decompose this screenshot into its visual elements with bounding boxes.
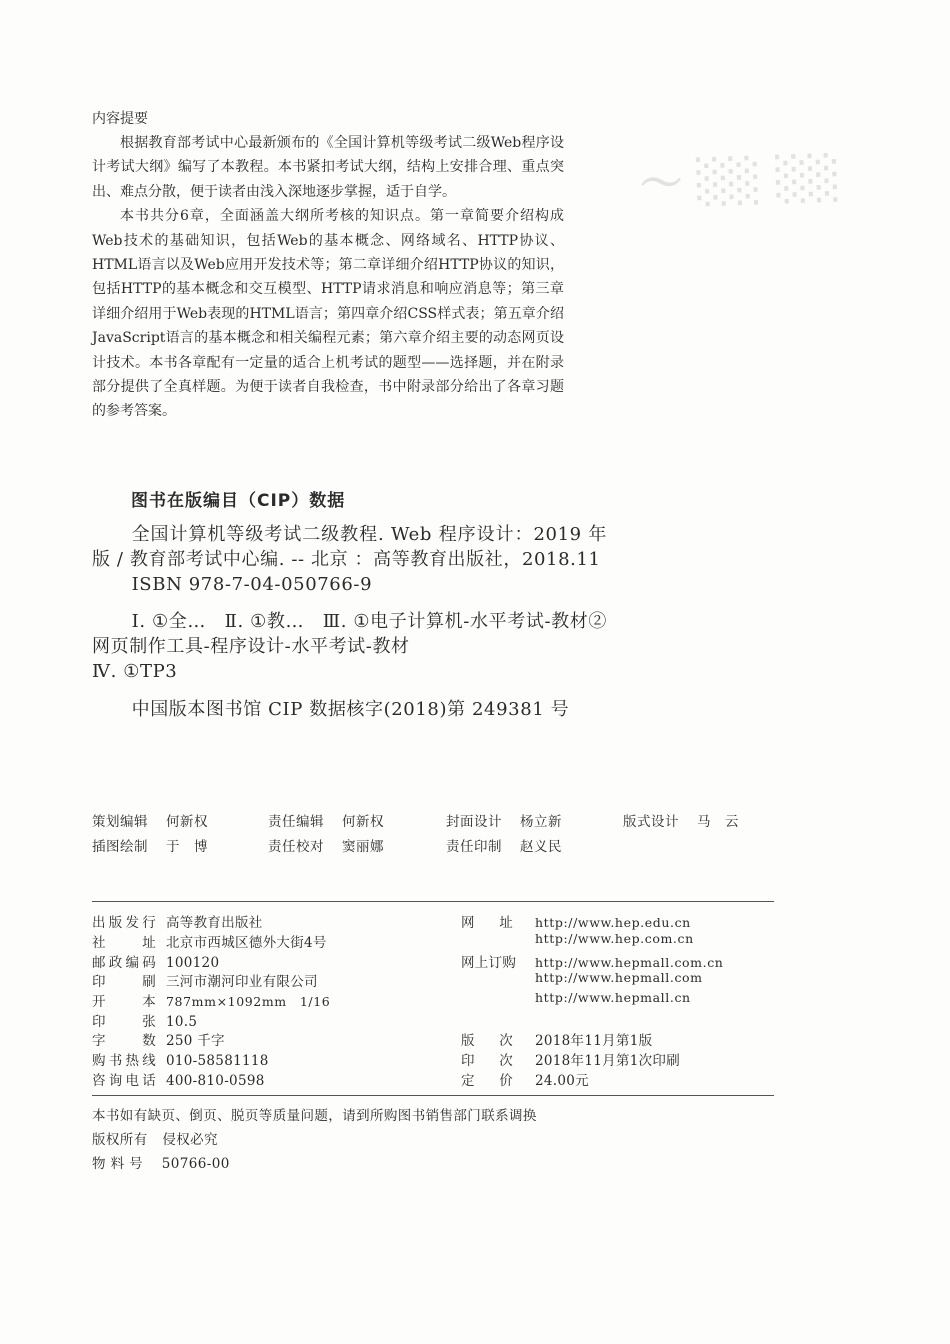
copyright-row [92,1128,218,1148]
pub-url[interactable]: http://www.hep.edu.cn [535,915,691,930]
pub-value: 2018年11月第1版 [535,1033,653,1049]
pub-row [461,931,694,947]
pub-label: 购书热线 [92,1053,156,1069]
editor-name: 杨立新 [520,814,562,830]
pub-row [92,970,318,990]
pub-row [92,1010,197,1030]
abstract-paragraph-1: 根据教育部考试中心最新颁布的《全国计算机等级考试二级Web程序设计考试大纲》编写了本教程。本书紧扣考试大纲，结构上安排合理、重点突出、难点分散，便于读者由浅入深地逐步掌握，适于自学。 [92,135,564,200]
divider-top [92,901,774,902]
pub-url[interactable]: http://www.hep.com.cn [535,931,694,946]
pub-row [461,1069,589,1089]
pub-label: 开本 [92,994,156,1010]
pub-row [461,970,703,986]
copyright-label: 版权所有 [92,1132,148,1148]
pub-label: 咨询电话 [92,1073,156,1089]
watermark-bleed-text: 〜 ░░ ░░ [639,152,842,209]
cip-heading: 图书在版编目（CIP）数据 [131,491,346,511]
pub-url[interactable]: http://www.hepmall.com [535,970,703,985]
pub-value: 24.00元 [535,1073,589,1089]
pub-label: 印次 [461,1053,513,1069]
quality-notice: 本书如有缺页、倒页、脱页等质量问题，请到所购图书销售部门联系调换 [92,1108,537,1124]
editor-label: 责任校对 [268,839,324,855]
pub-label: 社址 [92,935,156,951]
cip-entry: 全国计算机等级考试二级教程. Web 程序设计：2019 年版 / 教育部考试中心编. -- 北京 ：高等教育出版社，2018.11 [92,524,607,570]
editor-label: 责任印制 [446,839,502,855]
pub-value: 10.5 [166,1014,198,1030]
pub-label: 印张 [92,1014,156,1030]
pub-row [461,990,691,1006]
pub-row [461,1049,680,1069]
cip-number: 中国版本图书馆 CIP 数据核字(2018)第 249381 号 [131,699,570,720]
pub-label: 出版发行 [92,915,156,931]
pub-value: 高等教育出版社 [166,915,263,931]
editor-label: 插图绘制 [92,839,148,855]
abstract-title: 内容提要 [92,111,148,127]
pub-label: 网上订购 [461,955,517,971]
material-label: 物 料 号 [92,1156,144,1172]
cip-block [92,522,607,722]
pub-value: 787mm×1092mm 1/16 [166,994,331,1009]
pub-value: 010-58581118 [166,1053,269,1069]
editor-name: 于 博 [166,839,208,855]
pub-row [92,951,219,971]
pub-label: 版次 [461,1033,513,1049]
pub-row [92,1069,265,1089]
pub-row [92,931,327,951]
editor-label: 封面设计 [446,814,502,830]
material-row [92,1152,230,1172]
pub-label: 字数 [92,1033,156,1049]
editor-name: 何新权 [342,814,384,830]
pub-row [92,911,263,931]
pub-label: 印刷 [92,974,156,990]
pub-row [461,951,723,971]
pub-label: 网址 [461,915,513,931]
pub-row [461,911,691,931]
pub-value: 三河市潮河印业有限公司 [166,974,318,990]
editor-name: 窦丽娜 [342,839,384,855]
editor-name: 何新权 [166,814,208,830]
pub-value: 400-810-0598 [166,1073,265,1089]
pub-url[interactable]: http://www.hepmall.cn [535,990,691,1005]
pub-value: 250 千字 [166,1033,225,1049]
pub-value: 100120 [166,955,220,971]
pub-row [92,1029,225,1049]
editor-name: 马 云 [697,814,739,830]
abstract-body [92,131,564,424]
copyright-value: 侵权必究 [162,1132,218,1148]
pub-label: 邮政编码 [92,955,156,971]
pub-label: 定价 [461,1073,513,1089]
cip-classification-2: Ⅳ. ①TP3 [92,661,178,682]
pub-row [92,1049,269,1069]
cip-classification: Ⅰ. ①全… Ⅱ. ①教… Ⅲ. ①电子计算机-水平考试-教材②网页制作工具-程序设计-水平考试-教材 [92,611,607,657]
editor-name: 赵义民 [520,839,562,855]
editor-label: 责任编辑 [268,814,324,830]
material-value: 50766-00 [161,1156,230,1172]
pub-value: 2018年11月第1次印刷 [535,1053,681,1069]
editor-label: 版式设计 [623,814,679,830]
abstract-paragraph-2: 本书共分6章，全面涵盖大纲所考核的知识点。第一章简要介绍构成Web技术的基础知识，包括Web的基本概念、网络域名、HTTP协议、HTML语言以及Web应用开发技术等；第二章详细介绍HTTP协议的知识，包括HTTP的基本概念和交互模型、HTTP请求消息和响应消息等；第三章详细介绍用于Web表现的HTML语言；第四章介绍CSS样式表；第五章介绍JavaScript语言的基本概念和相关编程元素；第六章介绍主要的动态网页设计技术。本书各章配有一定量的适合上机考试的题型——选择题，并在附录部分提供了全真样题。为便于读者自我检查，书中附录部分给出了各章习题的参考答案。 [92,208,564,420]
editor-label: 策划编辑 [92,814,148,830]
pub-row [92,990,330,1010]
cip-isbn: ISBN 978-7-04-050766-9 [131,574,373,595]
pub-url[interactable]: http://www.hepmall.com.cn [535,955,724,970]
pub-value: 北京市西城区德外大街4号 [166,935,327,951]
pub-row [461,1029,652,1049]
divider-bottom [92,1095,774,1096]
